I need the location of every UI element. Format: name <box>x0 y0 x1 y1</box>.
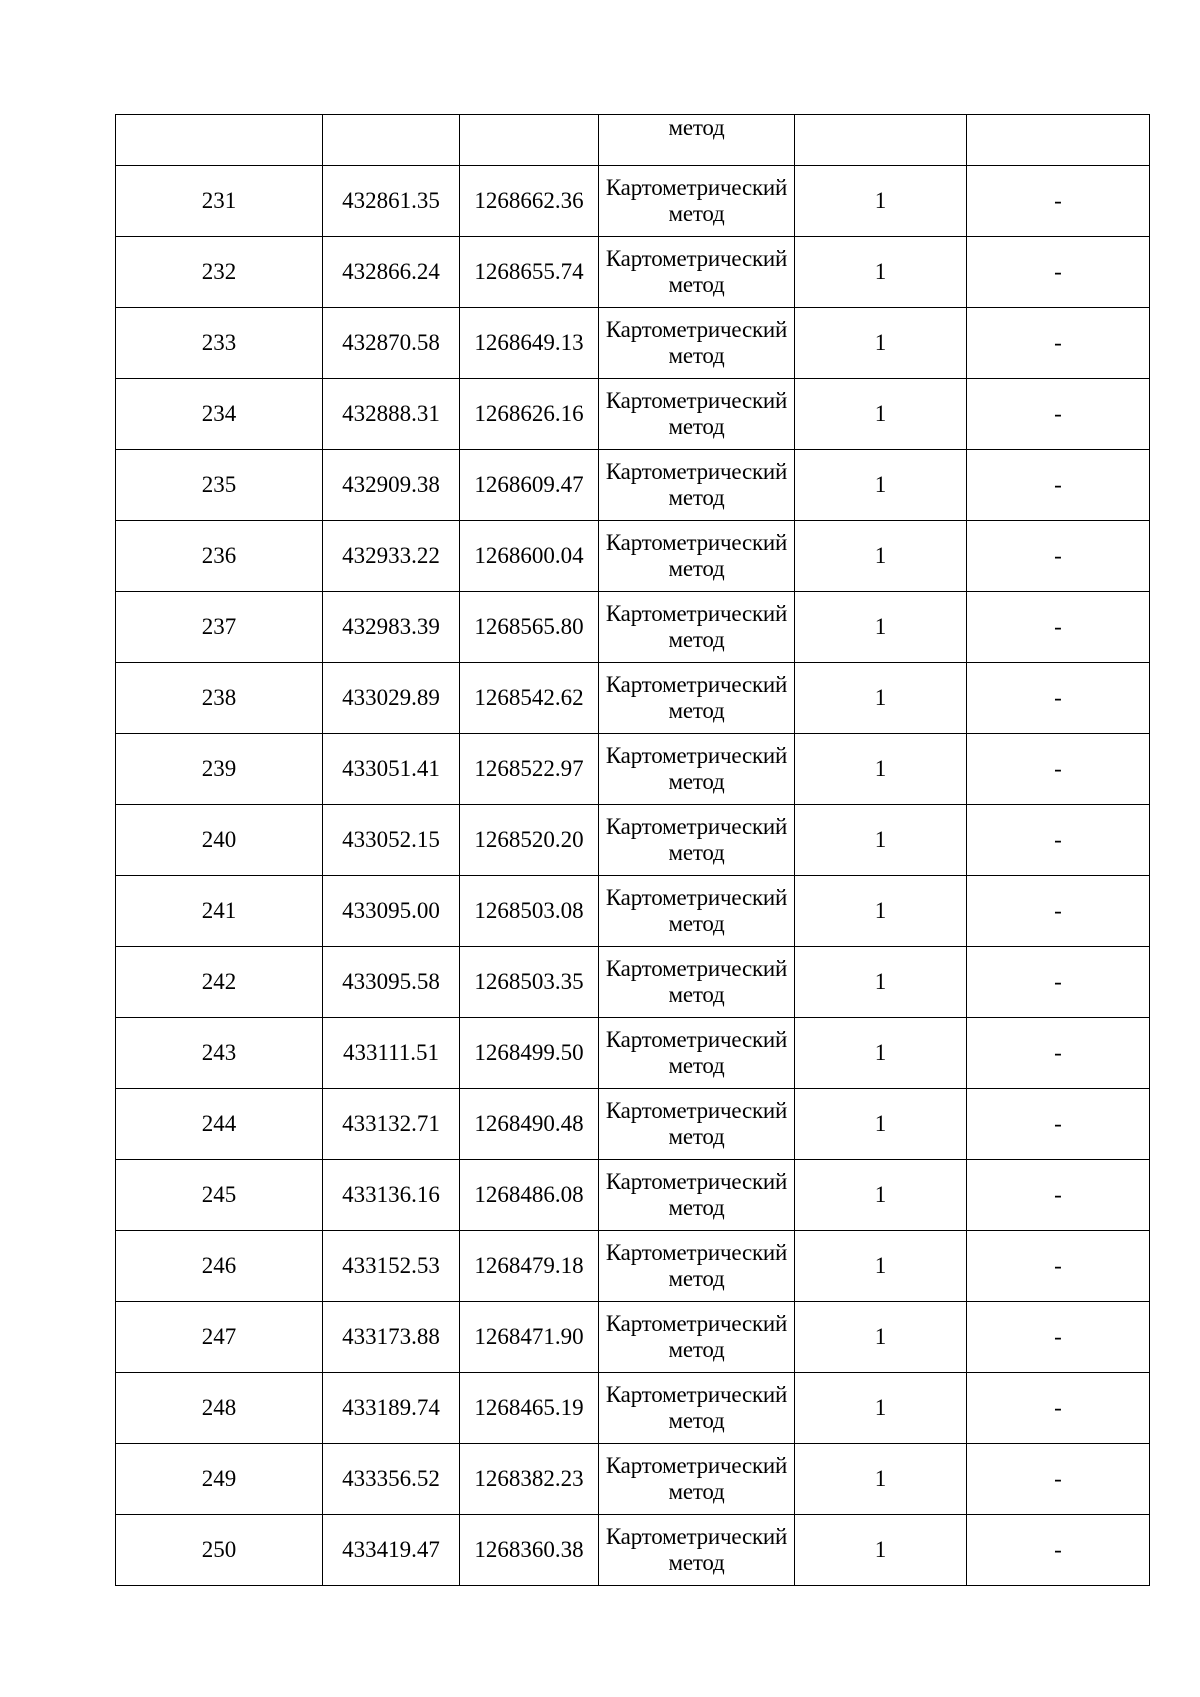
method-line-2: метод <box>668 1479 725 1504</box>
cell-x: 433095.00 <box>323 876 460 947</box>
cell-point-number: 235 <box>116 450 323 521</box>
method-line-1: Картометрический <box>605 1169 788 1194</box>
cell-note: - <box>967 308 1150 379</box>
method-line-2: метод <box>668 485 725 510</box>
cell-note: - <box>967 1444 1150 1515</box>
cell-point-number: 240 <box>116 805 323 876</box>
table-row <box>116 237 1150 308</box>
method-line-2: метод <box>668 1550 725 1575</box>
table-row <box>116 1160 1150 1231</box>
cell-y: 1268499.50 <box>460 1018 599 1089</box>
cell-point-number: 239 <box>116 734 323 805</box>
cell-x: 432888.31 <box>323 379 460 450</box>
cell-point-number: 247 <box>116 1302 323 1373</box>
cell-point-number: 245 <box>116 1160 323 1231</box>
cell-accuracy: 1 <box>795 450 967 521</box>
table-row <box>116 521 1150 592</box>
cell-accuracy: 1 <box>795 663 967 734</box>
cell-x: 432983.39 <box>323 592 460 663</box>
method-line-2: метод <box>668 1408 725 1433</box>
cell-y: 1268626.16 <box>460 379 599 450</box>
cell-accuracy: 1 <box>795 734 967 805</box>
cell-note: - <box>967 1089 1150 1160</box>
cell-accuracy: 1 <box>795 1515 967 1586</box>
table-row <box>116 1231 1150 1302</box>
cell-point-number: 231 <box>116 166 323 237</box>
cell-x: 433419.47 <box>323 1515 460 1586</box>
table-row <box>116 734 1150 805</box>
method-line-1: Картометрический <box>605 885 788 910</box>
cell-method <box>599 947 795 1018</box>
cell-y: 1268520.20 <box>460 805 599 876</box>
method-line-1: Картометрический <box>605 672 788 697</box>
cell-note: - <box>967 734 1150 805</box>
cell-y: 1268465.19 <box>460 1373 599 1444</box>
cell-point-number: 249 <box>116 1444 323 1515</box>
cell-note: - <box>967 1373 1150 1444</box>
cell-method <box>599 1231 795 1302</box>
cell-note: - <box>967 947 1150 1018</box>
cell-method <box>599 734 795 805</box>
method-line-1: Картометрический <box>605 1098 788 1123</box>
table-row <box>116 166 1150 237</box>
cell-method <box>599 1444 795 1515</box>
cell-x: 432909.38 <box>323 450 460 521</box>
method-line-2: метод <box>668 1337 725 1362</box>
cell-note: - <box>967 1515 1150 1586</box>
continuation-row <box>116 115 1150 166</box>
method-line-1: Картометрический <box>605 1524 788 1549</box>
table-row <box>116 876 1150 947</box>
cell-accuracy: 1 <box>795 1444 967 1515</box>
cell-point-number: 238 <box>116 663 323 734</box>
method-line-1: Картометрический <box>605 1382 788 1407</box>
cell-x: 433029.89 <box>323 663 460 734</box>
cell-point-number: 246 <box>116 1231 323 1302</box>
cell-point-number: 250 <box>116 1515 323 1586</box>
cell-accuracy: 1 <box>795 1231 967 1302</box>
cell-x: 433136.16 <box>323 1160 460 1231</box>
cell-y: 1268565.80 <box>460 592 599 663</box>
cell-method <box>599 308 795 379</box>
method-line-2: метод <box>668 414 725 439</box>
cell-x: 433111.51 <box>323 1018 460 1089</box>
cell-method <box>599 450 795 521</box>
cell-point-number: 243 <box>116 1018 323 1089</box>
cell-note: - <box>967 237 1150 308</box>
cell-method <box>599 237 795 308</box>
cell-y: 1268382.23 <box>460 1444 599 1515</box>
cell-point-number: 241 <box>116 876 323 947</box>
table-row <box>116 592 1150 663</box>
cell-y: 1268600.04 <box>460 521 599 592</box>
cell-method <box>599 115 795 166</box>
cell-y: 1268655.74 <box>460 237 599 308</box>
table-body <box>116 115 1150 1586</box>
method-line-1: Картометрический <box>605 459 788 484</box>
cell-x: 433052.15 <box>323 805 460 876</box>
cell-x: 433095.58 <box>323 947 460 1018</box>
table-row <box>116 1089 1150 1160</box>
cell-method <box>599 1089 795 1160</box>
method-line-2: метод <box>668 769 725 794</box>
method-line-2: метод <box>668 1124 725 1149</box>
method-line-2: метод <box>668 201 725 226</box>
table-row <box>116 1373 1150 1444</box>
method-line-2: метод <box>668 1195 725 1220</box>
method-line-1: Картометрический <box>605 246 788 271</box>
cell-method <box>599 876 795 947</box>
cell-note: - <box>967 1160 1150 1231</box>
method-line-1: Картометрический <box>605 1453 788 1478</box>
table-row <box>116 450 1150 521</box>
cell-accuracy: 1 <box>795 521 967 592</box>
cell-x: 433051.41 <box>323 734 460 805</box>
cell-accuracy: 1 <box>795 947 967 1018</box>
method-line-1: Картометрический <box>605 175 788 200</box>
cell-x: 433152.53 <box>323 1231 460 1302</box>
cell-note <box>967 115 1150 166</box>
cell-method <box>599 1160 795 1231</box>
cell-y: 1268649.13 <box>460 308 599 379</box>
table-row <box>116 663 1150 734</box>
cell-note: - <box>967 805 1150 876</box>
method-line-1: Картометрический <box>605 1311 788 1336</box>
method-line-2: метод <box>668 698 725 723</box>
coordinates-table <box>115 114 1150 1586</box>
cell-method <box>599 1018 795 1089</box>
cell-y: 1268542.62 <box>460 663 599 734</box>
cell-note: - <box>967 1018 1150 1089</box>
method-line-2: метод <box>668 556 725 581</box>
cell-y: 1268486.08 <box>460 1160 599 1231</box>
cell-accuracy <box>795 115 967 166</box>
cell-accuracy: 1 <box>795 876 967 947</box>
cell-method <box>599 379 795 450</box>
cell-x: 433173.88 <box>323 1302 460 1373</box>
cell-y: 1268490.48 <box>460 1089 599 1160</box>
cell-point-number: 234 <box>116 379 323 450</box>
cell-y: 1268662.36 <box>460 166 599 237</box>
cell-y: 1268471.90 <box>460 1302 599 1373</box>
method-line-2: метод <box>668 272 725 297</box>
method-line-1: Картометрический <box>605 601 788 626</box>
cell-accuracy: 1 <box>795 1089 967 1160</box>
cell-note: - <box>967 1302 1150 1373</box>
cell-note: - <box>967 592 1150 663</box>
table-row <box>116 1444 1150 1515</box>
method-line-2: метод <box>668 840 725 865</box>
cell-y <box>460 115 599 166</box>
cell-note: - <box>967 166 1150 237</box>
cell-note: - <box>967 521 1150 592</box>
cell-x: 432870.58 <box>323 308 460 379</box>
cell-point-number: 233 <box>116 308 323 379</box>
table-row <box>116 308 1150 379</box>
cell-point-number: 236 <box>116 521 323 592</box>
cell-accuracy: 1 <box>795 237 967 308</box>
table-row <box>116 1018 1150 1089</box>
table-row <box>116 1302 1150 1373</box>
cell-accuracy: 1 <box>795 1160 967 1231</box>
cell-x: 433189.74 <box>323 1373 460 1444</box>
method-line-2: метод <box>668 1053 725 1078</box>
method-tail: метод <box>668 115 725 140</box>
method-line-2: метод <box>668 1266 725 1291</box>
cell-y: 1268503.08 <box>460 876 599 947</box>
cell-x: 432933.22 <box>323 521 460 592</box>
cell-point-number: 232 <box>116 237 323 308</box>
cell-note: - <box>967 876 1150 947</box>
cell-accuracy: 1 <box>795 166 967 237</box>
cell-accuracy: 1 <box>795 1018 967 1089</box>
cell-method <box>599 1515 795 1586</box>
cell-y: 1268609.47 <box>460 450 599 521</box>
method-line-1: Картометрический <box>605 530 788 555</box>
cell-y: 1268503.35 <box>460 947 599 1018</box>
cell-method <box>599 805 795 876</box>
table-row <box>116 379 1150 450</box>
method-line-1: Картометрический <box>605 388 788 413</box>
cell-x: 433356.52 <box>323 1444 460 1515</box>
cell-accuracy: 1 <box>795 1302 967 1373</box>
cell-accuracy: 1 <box>795 308 967 379</box>
cell-method <box>599 166 795 237</box>
cell-x: 433132.71 <box>323 1089 460 1160</box>
method-line-2: метод <box>668 982 725 1007</box>
cell-accuracy: 1 <box>795 805 967 876</box>
cell-note: - <box>967 663 1150 734</box>
cell-note: - <box>967 379 1150 450</box>
method-line-1: Картометрический <box>605 1027 788 1052</box>
method-line-1: Картометрический <box>605 317 788 342</box>
cell-point-number: 248 <box>116 1373 323 1444</box>
cell-accuracy: 1 <box>795 592 967 663</box>
cell-method <box>599 592 795 663</box>
cell-accuracy: 1 <box>795 1373 967 1444</box>
cell-point-number: 242 <box>116 947 323 1018</box>
cell-y: 1268522.97 <box>460 734 599 805</box>
method-line-1: Картометрический <box>605 1240 788 1265</box>
cell-point-number: 237 <box>116 592 323 663</box>
method-line-2: метод <box>668 911 725 936</box>
method-line-2: метод <box>668 627 725 652</box>
method-line-1: Картометрический <box>605 814 788 839</box>
cell-y: 1268479.18 <box>460 1231 599 1302</box>
method-line-2: метод <box>668 343 725 368</box>
table-row <box>116 1515 1150 1586</box>
cell-accuracy: 1 <box>795 379 967 450</box>
cell-method <box>599 663 795 734</box>
cell-note: - <box>967 450 1150 521</box>
table-row <box>116 947 1150 1018</box>
table-row <box>116 805 1150 876</box>
method-line-1: Картометрический <box>605 743 788 768</box>
cell-method <box>599 1302 795 1373</box>
cell-point-number: 244 <box>116 1089 323 1160</box>
method-line-1: Картометрический <box>605 956 788 981</box>
cell-x <box>323 115 460 166</box>
cell-point-number <box>116 115 323 166</box>
cell-x: 432861.35 <box>323 166 460 237</box>
cell-method <box>599 1373 795 1444</box>
cell-y: 1268360.38 <box>460 1515 599 1586</box>
cell-method <box>599 521 795 592</box>
cell-note: - <box>967 1231 1150 1302</box>
cell-x: 432866.24 <box>323 237 460 308</box>
